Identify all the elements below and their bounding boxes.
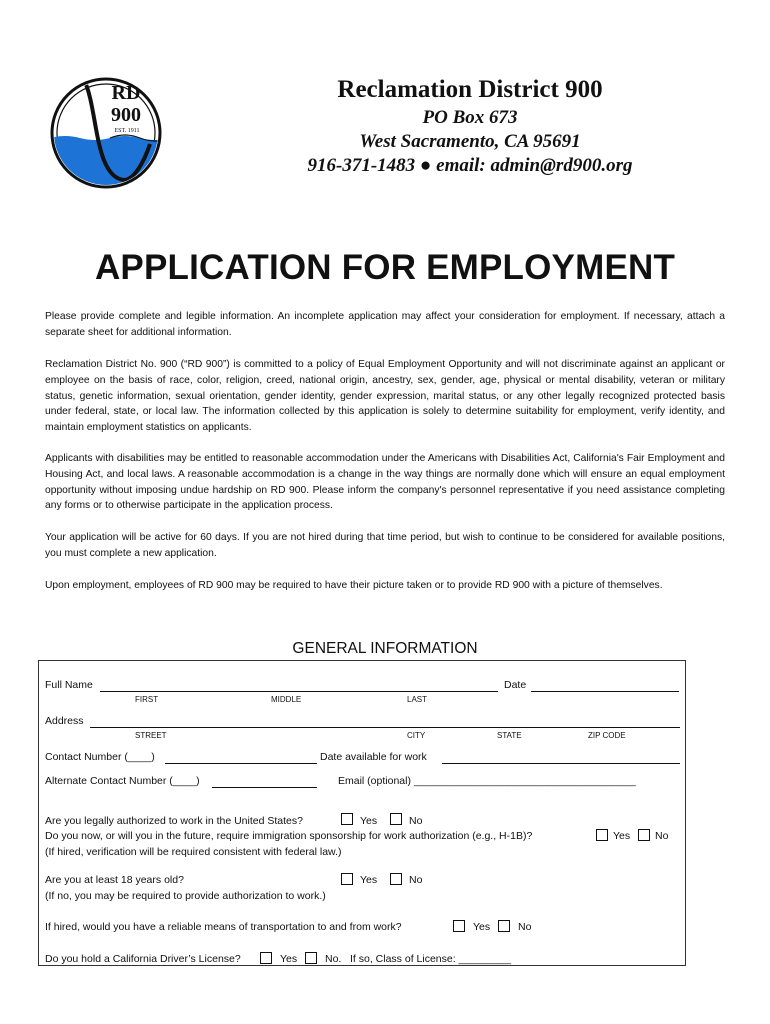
accommodation-paragraph: Applicants with disabilities may be entitled to reasonable accommodation under the Americans with Disabilities Act, California's Fair Employment and Housing Act, and local laws. A reasonable accommodation is a change in the way things are normally done which will ensure an equal employment opportunity without imposing undue hardship on RD 900. Please inform the company's personnel representative if you need assistance completing any forms or to otherwise participate in the application process. [45,453,725,512]
logo-900-text: 900 [111,104,141,126]
contact-info: 916-371-1483 ● email: admin@rd900.org [307,155,633,176]
sponsorship-no-checkbox[interactable] [638,829,650,841]
city-sublabel: CITY [407,731,426,740]
date-available-input[interactable] [442,763,680,764]
authorized-yes-label: Yes [360,815,378,827]
license-class-field[interactable]: If so, Class of License: _________ [350,953,512,965]
po-box: PO Box 673 [422,107,518,128]
q-authorized-label: Are you legally authorized to work in the United States? [45,815,303,827]
q-license-label: Do you hold a California Driver’s License? [45,953,241,965]
q-age-label: Are you at least 18 years old? [45,874,184,886]
date-input[interactable] [531,691,679,692]
full-name-input[interactable] [100,691,498,692]
picture-paragraph: Upon employment, employees of RD 900 may be required to have their picture taken or to provide RD 900 with a picture of themselves. [45,580,663,591]
street-sublabel: STREET [135,731,167,740]
first-sublabel: FIRST [135,695,159,704]
sponsorship-note: (If hired, verification will be required consistent with federal law.) [45,846,342,858]
transport-no-checkbox[interactable] [498,920,510,932]
city-state: West Sacramento, CA 95691 [359,131,581,152]
license-no-checkbox[interactable] [305,952,317,964]
q-transport-label: If hired, would you have a reliable means of transportation to and from work? [45,921,402,933]
intro-paragraph: Please provide complete and legible information. An incomplete application may affect your consideration for employment. If necessary, attach a separate sheet for additional information. [45,311,725,338]
page-title: APPLICATION FOR EMPLOYMENT [94,248,676,287]
rd900-logo [50,52,162,202]
state-sublabel: STATE [497,731,522,740]
date-available-label: Date available for work [320,751,427,763]
age-note: (If no, you may be required to provide authorization to work.) [45,890,326,902]
transport-yes-label: Yes [473,921,491,933]
age-no-checkbox[interactable] [390,873,402,885]
contact-number-label: Contact Number (____) [45,751,155,763]
org-name: Reclamation District 900 [337,76,603,103]
alt-contact-input[interactable] [212,787,317,788]
sponsorship-yes-checkbox[interactable] [596,829,608,841]
active-period-paragraph: Your application will be active for 60 days. If you are not hired during that time period, but wish to continue to be considered for available positions, you must complete a new application. [45,532,725,559]
sponsorship-no-label: No [655,830,669,842]
last-sublabel: LAST [407,695,428,704]
transport-no-label: No [518,921,532,933]
license-no-label: No. [325,953,342,965]
transport-yes-checkbox[interactable] [453,920,465,932]
age-no-label: No [409,874,423,886]
authorized-no-label: No [409,815,423,827]
logo-rd-text: RD [111,82,141,104]
license-yes-label: Yes [280,953,298,965]
logo-graphic [50,52,162,202]
contact-number-input[interactable] [165,763,317,764]
sponsorship-yes-label: Yes [613,830,631,842]
email-field[interactable]: Email (optional) ______________________________________ [338,775,636,787]
q-sponsorship-label: Do you now, or will you in the future, require immigration sponsorship for work authorization (e.g., H-1B)? [45,830,533,842]
section-title: GENERAL INFORMATION [292,640,478,657]
authorized-yes-checkbox[interactable] [341,813,353,825]
middle-sublabel: MIDDLE [271,695,302,704]
address-input[interactable] [90,727,680,728]
address-label: Address [45,715,84,727]
zip-sublabel: ZIP CODE [588,731,626,740]
age-yes-label: Yes [360,874,378,886]
logo-est-text: EST. 1911 [114,128,140,134]
eeo-paragraph: Reclamation District No. 900 (“RD 900”) is committed to a policy of Equal Employment Opportunity and will not discriminate against an applicant or employee on the basis of race, color, religion, creed, national origin, ancestry, sex, gender, age, physical or mental disability, veteran or military status, genetic information, sexual orientation, gender identity, gender expression, marital status, or any other legally recognized protected basis under federal, state, or local law. The information collected by this application is solely to determine suitability for employment, verify identity, and maintain employment statistics on applicants. [45,359,725,434]
authorized-no-checkbox[interactable] [390,813,402,825]
age-yes-checkbox[interactable] [341,873,353,885]
alt-contact-label: Alternate Contact Number (____) [45,775,200,787]
full-name-label: Full Name [45,679,93,691]
date-label: Date [504,679,527,691]
license-yes-checkbox[interactable] [260,952,272,964]
